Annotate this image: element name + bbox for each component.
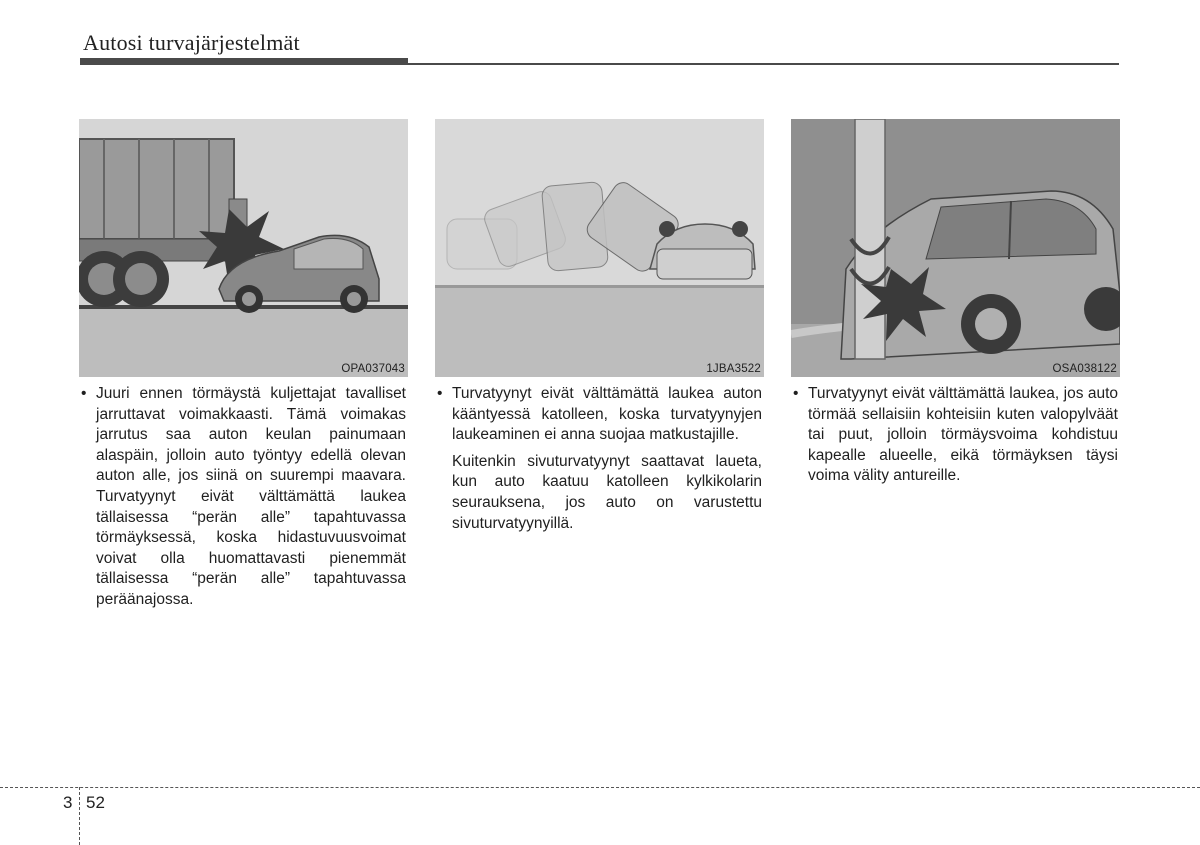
footer-divider [79, 787, 80, 845]
text-column-3 [792, 384, 1118, 487]
footer-rule [0, 787, 1200, 788]
figure-code: OPA037043 [341, 363, 405, 375]
paragraph-text: Juuri ennen törmäystä kuljettajat tavalliset jarruttavat voimakkaasti. Tämä voimakas jarrutus saa auton keulan painumaan alaspäin, jolloin auto työntyy edellä olevan auton alle, jos siinä on suurempi maavara. Turvatyynyt eivät välttämättä laukea tällaisessa “perän alle” tapahtuvassa törmäyksessä, koska hidastuvuusvoimat voivat olla huomattavasti pienemmät tällaisessa “perän alle” tapahtuvassa peräänajossa. [96, 385, 406, 608]
figure-rollover [435, 119, 764, 377]
page-header-title: Autosi turvajärjestelmät [83, 30, 300, 55]
car-rollover-illustration [435, 119, 764, 377]
paragraph-text: Turvatyynyt eivät välttämättä laukea, jos auto törmää sellaisiin kohteisiin kuten valopylväät tai puut, jolloin törmäysvoima kohdistuu kapealle alueelle, eikä törmäyksen täysi voima välity antureille. [808, 385, 1118, 485]
figure-code: 1JBA3522 [706, 363, 761, 375]
page-number: 52 [86, 793, 105, 812]
bullet-paragraph [80, 384, 406, 611]
header-rule-thin [408, 63, 1119, 65]
bullet-paragraph [436, 384, 762, 446]
figure-truck-underride [79, 119, 408, 377]
truck-underride-collision-illustration [79, 119, 408, 377]
figure-code: OSA038122 [1052, 363, 1117, 375]
figure-pole-collision [791, 119, 1120, 377]
chapter-number: 3 [63, 793, 73, 812]
bullet-mark: • [437, 385, 443, 402]
text-column-2 [436, 384, 762, 534]
bullet-mark: • [81, 385, 87, 402]
bullet-paragraph [792, 384, 1118, 487]
bullet-mark: • [793, 385, 799, 402]
text-column-1 [80, 384, 406, 611]
car-pole-collision-illustration [791, 119, 1120, 377]
continuation-paragraph: Kuitenkin sivuturvatyynyt saattavat laueta, kun auto kaatuu katolleen kylkikolarin seurauksena, jos auto on varustettu sivuturvatyynyillä. [452, 452, 762, 532]
header-rule-thick [80, 58, 408, 65]
paragraph-text: Turvatyynyt eivät välttämättä laukea auton kääntyessä katolleen, koska turvatyynyjen laukeaminen ei anna suojaa matkustajille. [452, 385, 762, 444]
